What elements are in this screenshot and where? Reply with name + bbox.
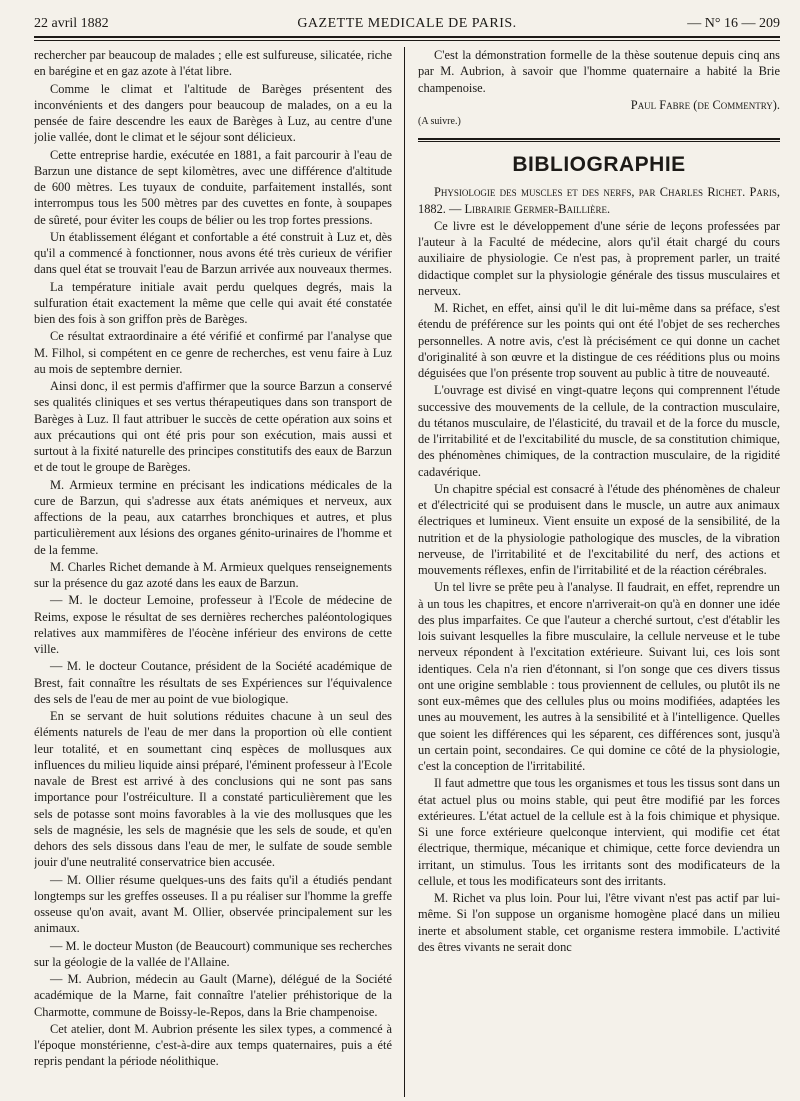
header-rule-thin bbox=[34, 40, 780, 41]
paragraph: Un tel livre se prête peu à l'analyse. Il faudrait, en effet, reprendre un à un tous les chapitres, et encore n'arriverait-on qu'à en donner une idée des plus imparfaites. Ce que l'auteur a cherché surtout, c'est d'établir les lois suivant lesquelles la fibre musculaire, la cellule nerveuse et le tube nerveux répondent à l'excitation extérieure. Suivant lui, ces lois sont identiques. Cela n'a rien d'étonnant, si l'on songe que ces divers tissus ont une origine semblable : tous proviennent de cellules, ou plutôt ils ne sont eux-mêmes que des cellules plus ou moins modifiées, adaptées les unes au mouvement, les autres à la sensibilité et à l'intelligence. Quelles que soient les différences qui les séparent, ces différences sont, jusqu'à un certain point, secondaires. Ce qui domine ce côté de la physiologie, c'est la conception de l'irritabilité. bbox=[418, 580, 780, 773]
paragraph: C'est la démonstration formelle de la thèse soutenue depuis cinq ans par M. Aubrion, à savoir que l'homme quaternaire a habité la Brie champenoise. bbox=[418, 48, 780, 95]
paragraph: Il faut admettre que tous les organismes et tous les tissus sont dans un état actuel plus ou moins stable, qui peut être modifié par les forces extérieures. L'état actuel de la cellule est à la fois chimique et physique. Si une force extérieure quelconque intervient, qui modifie cet état électrique, thermique, mécanique et chimique, cette force deviendra un irritant, un stimulus. Tous les irritants sont des modificateurs de la cellule, et tous les modificateurs sont des irritants. bbox=[418, 776, 780, 888]
to-be-continued: (A suivre.) bbox=[418, 116, 461, 127]
paragraph: — M. le docteur Muston (de Beaucourt) communique ses recherches sur la géologie de la vallée de l'Allaine. bbox=[34, 938, 392, 969]
paragraph: M. Armieux termine en précisant les indications médicales de la cure de Barzun, qui s'adresse aux états anémiques et nerveux, aux affections de la peau, aux catarrhes bronchiques et autres, et plus particulièrement aux lésions des organes génito-urinaires de l'homme et de la femme. bbox=[34, 477, 392, 557]
header-date: 22 avril 1882 bbox=[34, 16, 109, 31]
left-column bbox=[34, 47, 392, 1097]
paragraph: Ce résultat extraordinaire a été vérifié et confirmé par l'analyse que M. Filhol, si compétent en ce genre de recherches, est venu faire à Luz au mois de septembre dernier. bbox=[34, 329, 392, 376]
header-page-number: — N° 16 — 209 bbox=[687, 16, 780, 31]
paragraph: — M. Aubrion, médecin au Gault (Marne), délégué de la Société académique de la Marne, fait connaître l'atelier préhistorique de la Charmotte, commune de Boissy-le-Repos, dans la Brie champenoise. bbox=[34, 972, 392, 1019]
paragraph: L'ouvrage est divisé en vingt-quatre leçons qui comprennent l'étude successive des mouvements de la cellule, de la contraction musculaire, du tétanos musculaire, de l'élasticité, du travail et de la force du muscle, de l'irritabilité et de l'excitabilité du muscle, de sa constitution chimique, des phénomènes chimiques, de la contraction musculaire, de la rigidité cadavérique. bbox=[418, 383, 780, 479]
author-signature: Paul Fabre (de Commentry). bbox=[630, 97, 780, 112]
section-rule-thick bbox=[418, 138, 780, 140]
paragraph: M. Richet, en effet, ainsi qu'il le dit lui-même dans sa préface, s'est étendu de préférence sur les points qui ont été l'objet de ses recherches personnelles. A notre avis, c'est là précisément ce qui donne un cachet d'originalité à son œuvre et la distingue de ces rééditions plus ou moins déguisées que l'on présente trop souvent au public à titre de nouveauté. bbox=[418, 301, 780, 380]
right-column bbox=[418, 47, 780, 1097]
header-rule-thick bbox=[34, 36, 780, 38]
paragraph: Ce livre est le développement d'une série de leçons professées par l'auteur à la Faculté de médecine, alors qu'il était chargé du cours auxiliaire de physiologie. Ce n'est pas, à proprement parler, un traité didactique complet sur la physiologie générale des tissus musculaires et nerveux. bbox=[418, 218, 780, 298]
page-header bbox=[34, 16, 780, 38]
paragraph: — M. Ollier résume quelques-uns des faits qu'il a étudiés pendant longtemps sur les greffes osseuses. Il a pu réaliser sur l'homme la greffe osseuse qu'on avait, avant M. Ollier, observée principalement sur les animaux. bbox=[34, 872, 392, 936]
section-heading: BIBLIOGRAPHIE bbox=[512, 153, 686, 177]
section-rule-thin bbox=[418, 141, 780, 142]
paragraph: M. Charles Richet demande à M. Armieux quelques renseignements sur la présence du gaz azoté dans les eaux de Barzun. bbox=[34, 559, 392, 590]
column-divider bbox=[404, 47, 405, 1097]
paragraph: Un établissement élégant et confortable a été construit à Luz et, dès qu'il a commencé à fonctionner, nous avons été très curieux de vérifier dans quel état se trouvait l'eau de Barzun arrivée aux nouveaux thermes. bbox=[34, 229, 392, 277]
paragraph: — M. le docteur Coutance, président de la Société académique de Brest, fait connaître les résultats de ses Expériences sur l'équivalence des sels de l'eau de mer au point de vue biologique. bbox=[34, 659, 392, 706]
header-title: GAZETTE MEDICALE DE PARIS. bbox=[297, 16, 517, 31]
paragraph: Cet atelier, dont M. Aubrion présente les silex types, a commencé à l'époque monstérienne, c'est-à-dire aux temps quaternaires, puis a été repris pendant la période néolithique. bbox=[34, 1021, 392, 1069]
paragraph: Un chapitre spécial est consacré à l'étude des phénomènes de chaleur et d'électricité qui se produisent dans le muscle, un autre aux animaux électriques et lumineux. Vient ensuite un exposé de la sensibilité, de la nutrition et de la physiologie pathologique des muscles, de la vibration nerveuse, de l'irritabilité et de l'excitabilité du nerf, des actions et mouvements réflexes, enfin de l'irritabilité et de la réaction cérébrales. bbox=[418, 481, 780, 577]
paragraph: La température initiale avait perdu quelques degrés, mais la sulfuration était exactement la même que celle qui avait été constatée bien des fois à son griffon près de Barèges. bbox=[34, 279, 392, 326]
paragraph: — M. le docteur Lemoine, professeur à l'Ecole de médecine de Reims, expose le résultat de ses dernières recherches paléontologiques relatives aux mammifères de l'éocène inférieur des environs de cette ville. bbox=[34, 593, 392, 656]
paragraph: Ainsi donc, il est permis d'affirmer que la source Barzun a conservé ses qualités cliniques et ses vertus thérapeutiques dans son transport de Barèges à Luz. Il faut attribuer le succès de cette opération aux soins et aux précautions qui ont été pris pour son exécution, mais aussi et surtout à la fixité naturelle des principes constitutifs des eaux de Barzun et de tout le groupe de Barèges. bbox=[34, 379, 392, 475]
paragraph: rechercher par beaucoup de malades ; elle est sulfureuse, silicatée, riche en barégine et en gaz azote à l'état libre. bbox=[34, 48, 392, 79]
paragraph: Cette entreprise hardie, exécutée en 1881, a fait parcourir à l'eau de Barzun une distance de sept kilomètres, avec une différence d'altitude de 600 mètres. Les tuyaux de conduite, parfaitement installés, sont interrompus tous les 500 mètres par des cuvettes en fonte, à soupapes de sûreté, pour éviter les coups de bélier ou les trop fortes pressions. bbox=[34, 147, 392, 227]
book-reference: Physiologie des muscles et des nerfs, par Charles Richet. Paris, 1882. — Librairie Germer-Baillière. bbox=[418, 185, 780, 216]
paragraph: M. Richet va plus loin. Pour lui, l'être vivant n'est pas actif par lui-même. Si l'on suppose un organisme homogène placé dans un milieu inerte et absolument stable, cet organisme restera immobile. L'activité des êtres vivants ne serait donc bbox=[418, 891, 780, 954]
paragraph: En se servant de huit solutions réduites chacune à un seul des éléments naturels de l'eau de mer dans la proportion où elle contient leur totalité, et en soumettant cinq espèces de mollusques aux influences du milieu liquide ainsi préparé, l'éminent professeur à l'Ecole navale de Brest est arrivé à des conclusions qui ne sont pas sans importance pour l'ostréiculture. Il a constaté particulièrement que les sels de potasse sont moins favorables à la vie des mollusques que les sels de magnésie, les sels de magnésie que les sels de soude, et qu'en dehors des sels dissous dans l'eau de mer, le sulfate de soude semble jouir d'une neutralité conservatrice bien accusée. bbox=[34, 709, 392, 870]
paragraph: Comme le climat et l'altitude de Barèges présentent des inconvénients et des dangers pour beaucoup de malades, on a eu la pensée de faire descendre les eaux de Barèges à Luz, au centre d'une jolie vallée, dont le climat et le séjour sont délicieux. bbox=[34, 81, 392, 145]
